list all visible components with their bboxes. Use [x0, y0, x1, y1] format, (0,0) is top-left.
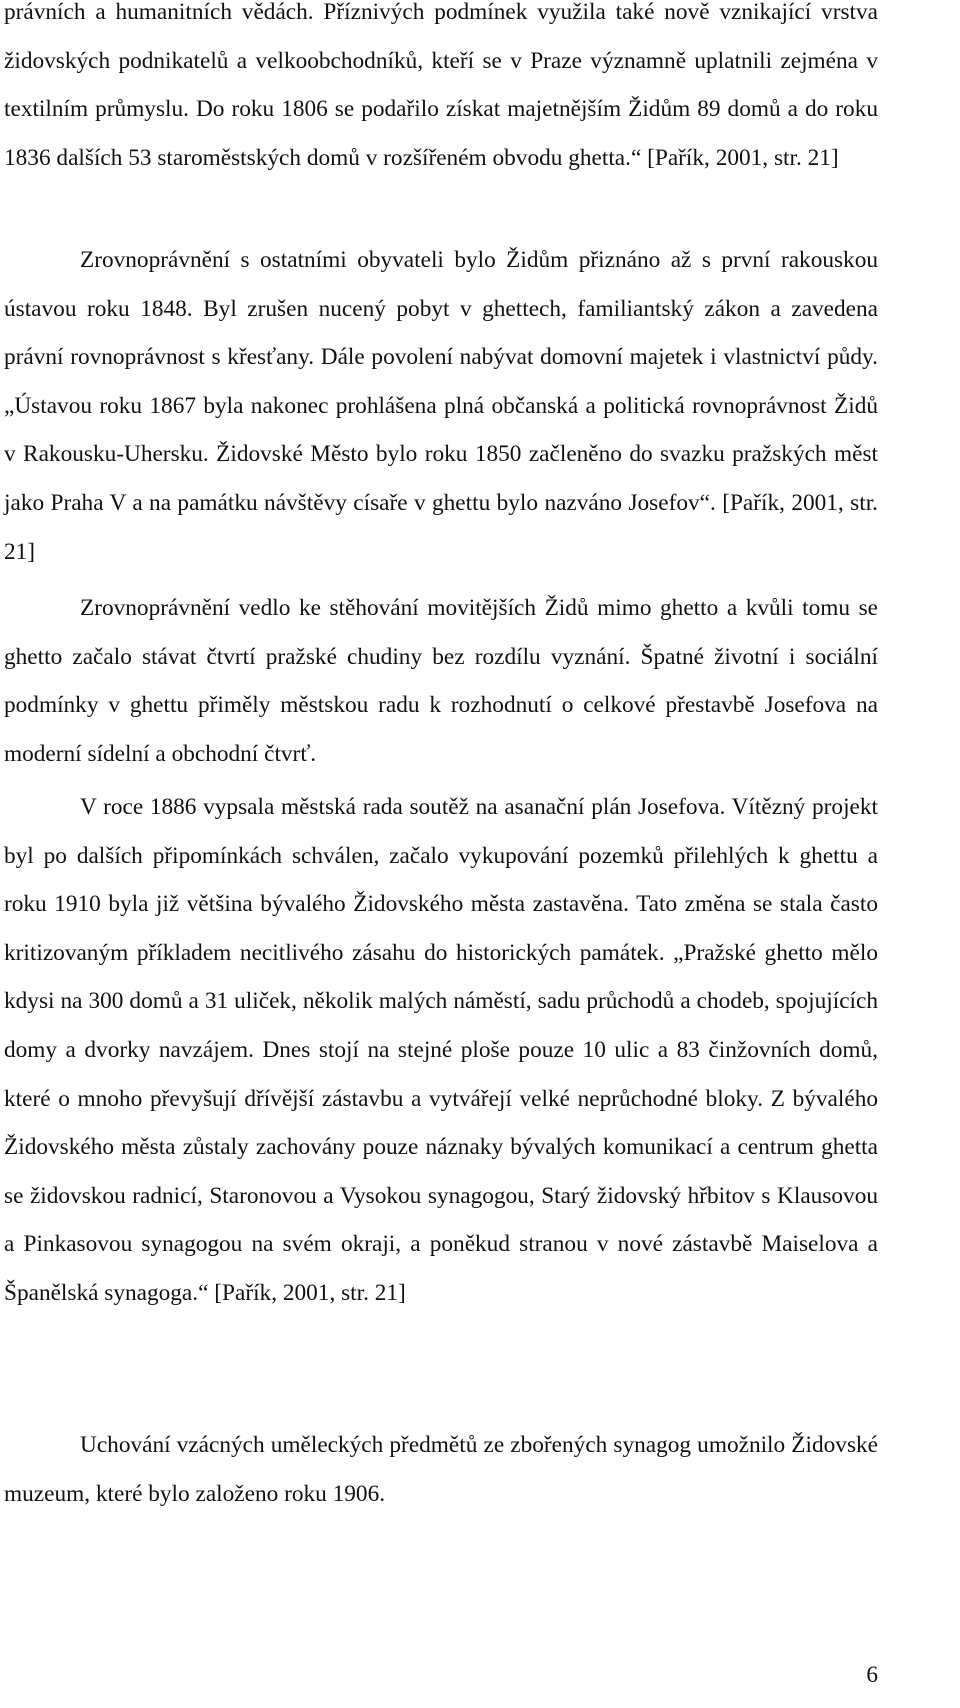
paragraph-continuation: právních a humanitních vědách. Příznivých podmínek využila také nově vznikající vrstva židovských podnikatelů a velkoobchodníků, kteří se v Praze významně uplatnili zejména v textilním průmyslu. Do roku 1806 se podařilo získat majetnějším Židům 89 domů a do roku 1836 dalších 53 staroměstských domů v rozšířeném obvodu ghetta.“ [Pařík, 2001, str. 21] — [4, 0, 878, 171]
paragraph-emancipation: Zrovnoprávnění s ostatními obyvateli bylo Židům přiznáno až s první rakouskou ústavou roku 1848. Byl zrušen nucený pobyt v ghettech, familiantský zákon a zavedena právní rovnoprávnost s křesťany. Dále povolení nabývat domovní majetek i vlastnictví půdy. „Ústavou roku 1867 byla nakonec prohlášena plná občanská a politická rovnoprávnost Židů v Rakousku-Uhersku. Židovské Město bylo roku 1850 začleněno do svazku pražských měst jako Praha V a na památku návštěvy císaře v ghettu bylo nazváno Josefov“. [Pařík, 2001, str. 21] — [4, 247, 878, 565]
paragraph-museum: Uchování vzácných uměleckých předmětů ze zbořených synagog umožnilo Židovské muzeum, které bylo založeno roku 1906. — [4, 1432, 878, 1507]
paragraph-redevelopment: V roce 1886 vypsala městská rada soutěž na asanační plán Josefova. Vítězný projekt byl po dalších připomínkách schválen, začalo vykupování pozemků přilehlých k ghettu a roku 1910 byla již většina bývalého Židovského města zastavěna. Tato změna se stala často kritizovaným příkladem necitlivého zásahu do historických památek. „Pražské ghetto mělo kdysi na 300 domů a 31 uliček, několik malých náměstí, sadu průchodů a chodeb, spojujících domy a dvorky navzájem. Dnes stojí na stejné ploše pouze 10 ulic a 83 činžovních domů, které o mnoho převyšují dřívější zástavbu a vytvářejí velké neprůchodné bloky. Z bývalého Židovského města zůstaly zachovány pouze náznaky bývalých komunikací a centrum ghetta se židovskou radnicí, Staronovou a Vysokou synagogou, Starý židovský hřbitov s Klausovou a Pinkasovou synagogou na svém okraji, a poněkud stranou v nové zástavbě Maiselova a Španělská synagoga.“ [Pařík, 2001, str. 21] — [4, 794, 878, 1306]
paragraph-relocation: Zrovnoprávnění vedlo ke stěhování movitějších Židů mimo ghetto a kvůli tomu se ghetto začalo stávat čtvrtí pražské chudiny bez rozdílu vyznání. Špatné životní i sociální podmínky v ghettu přiměly městskou radu k rozhodnutí o celkové přestavbě Josefova na moderní sídelní a obchodní čtvrť. — [4, 595, 878, 767]
page-number: 6 — [866, 1662, 878, 1688]
